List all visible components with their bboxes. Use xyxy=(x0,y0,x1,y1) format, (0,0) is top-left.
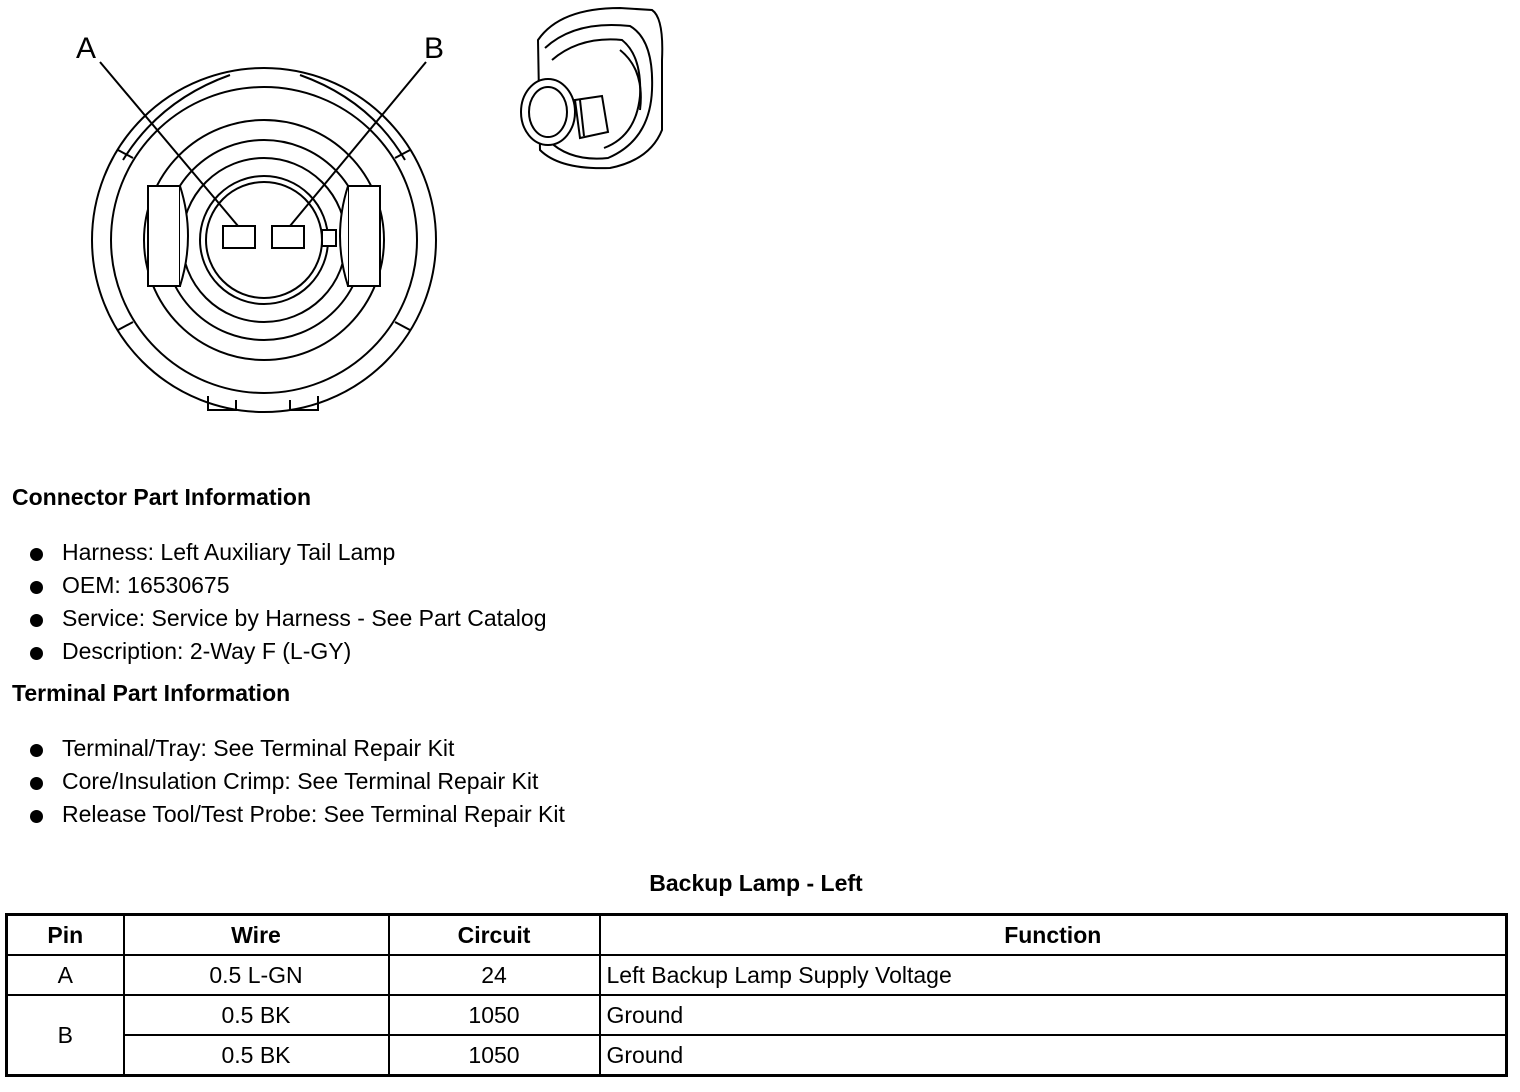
circuit-cell: 1050 xyxy=(389,1035,600,1076)
column-header-function: Function xyxy=(600,915,1507,956)
pin-cell: A xyxy=(7,955,124,995)
list-item: Description: 2-Way F (L-GY) xyxy=(28,635,546,668)
latch-left xyxy=(148,186,180,286)
function-cell: Ground xyxy=(600,1035,1507,1076)
table-row xyxy=(7,955,1507,995)
function-cell: Left Backup Lamp Supply Voltage xyxy=(600,955,1507,995)
table-row xyxy=(7,1035,1507,1076)
list-item: Harness: Left Auxiliary Tail Lamp xyxy=(28,536,546,569)
circuit-cell: 1050 xyxy=(389,995,600,1035)
table-row xyxy=(7,995,1507,1035)
list-item: Core/Insulation Crimp: See Terminal Repair Kit xyxy=(28,765,565,798)
wire-cell: 0.5 BK xyxy=(124,1035,389,1076)
column-header-wire: Wire xyxy=(124,915,389,956)
wire-cell: 0.5 L-GN xyxy=(124,955,389,995)
list-item: Service: Service by Harness - See Part Catalog xyxy=(28,602,546,635)
terminal-info-heading: Terminal Part Information xyxy=(12,680,291,706)
pin-label-b: B xyxy=(424,32,445,65)
terminal-info-list xyxy=(28,732,565,831)
connector-info-list xyxy=(28,536,546,668)
list-item: OEM: 16530675 xyxy=(28,569,546,602)
column-header-pin: Pin xyxy=(7,915,124,956)
wire-cell: 0.5 BK xyxy=(124,995,389,1035)
terminal-b xyxy=(272,226,304,248)
column-header-circuit: Circuit xyxy=(389,915,600,956)
latch-right xyxy=(348,186,380,286)
pin-table xyxy=(5,913,1508,1077)
table-title: Backup Lamp - Left xyxy=(649,870,863,896)
pin-cell: B xyxy=(7,995,124,1076)
list-item: Terminal/Tray: See Terminal Repair Kit xyxy=(28,732,565,765)
connector-info-heading: Connector Part Information xyxy=(12,484,312,510)
list-item: Release Tool/Test Probe: See Terminal Repair Kit xyxy=(28,798,565,831)
connector-perspective-view xyxy=(521,8,662,168)
pin-label-a: A xyxy=(76,32,97,65)
circuit-cell: 24 xyxy=(389,955,600,995)
terminal-a xyxy=(223,226,255,248)
function-cell: Ground xyxy=(600,995,1507,1035)
table-header-row xyxy=(7,915,1507,956)
connector-diagram xyxy=(0,0,700,430)
